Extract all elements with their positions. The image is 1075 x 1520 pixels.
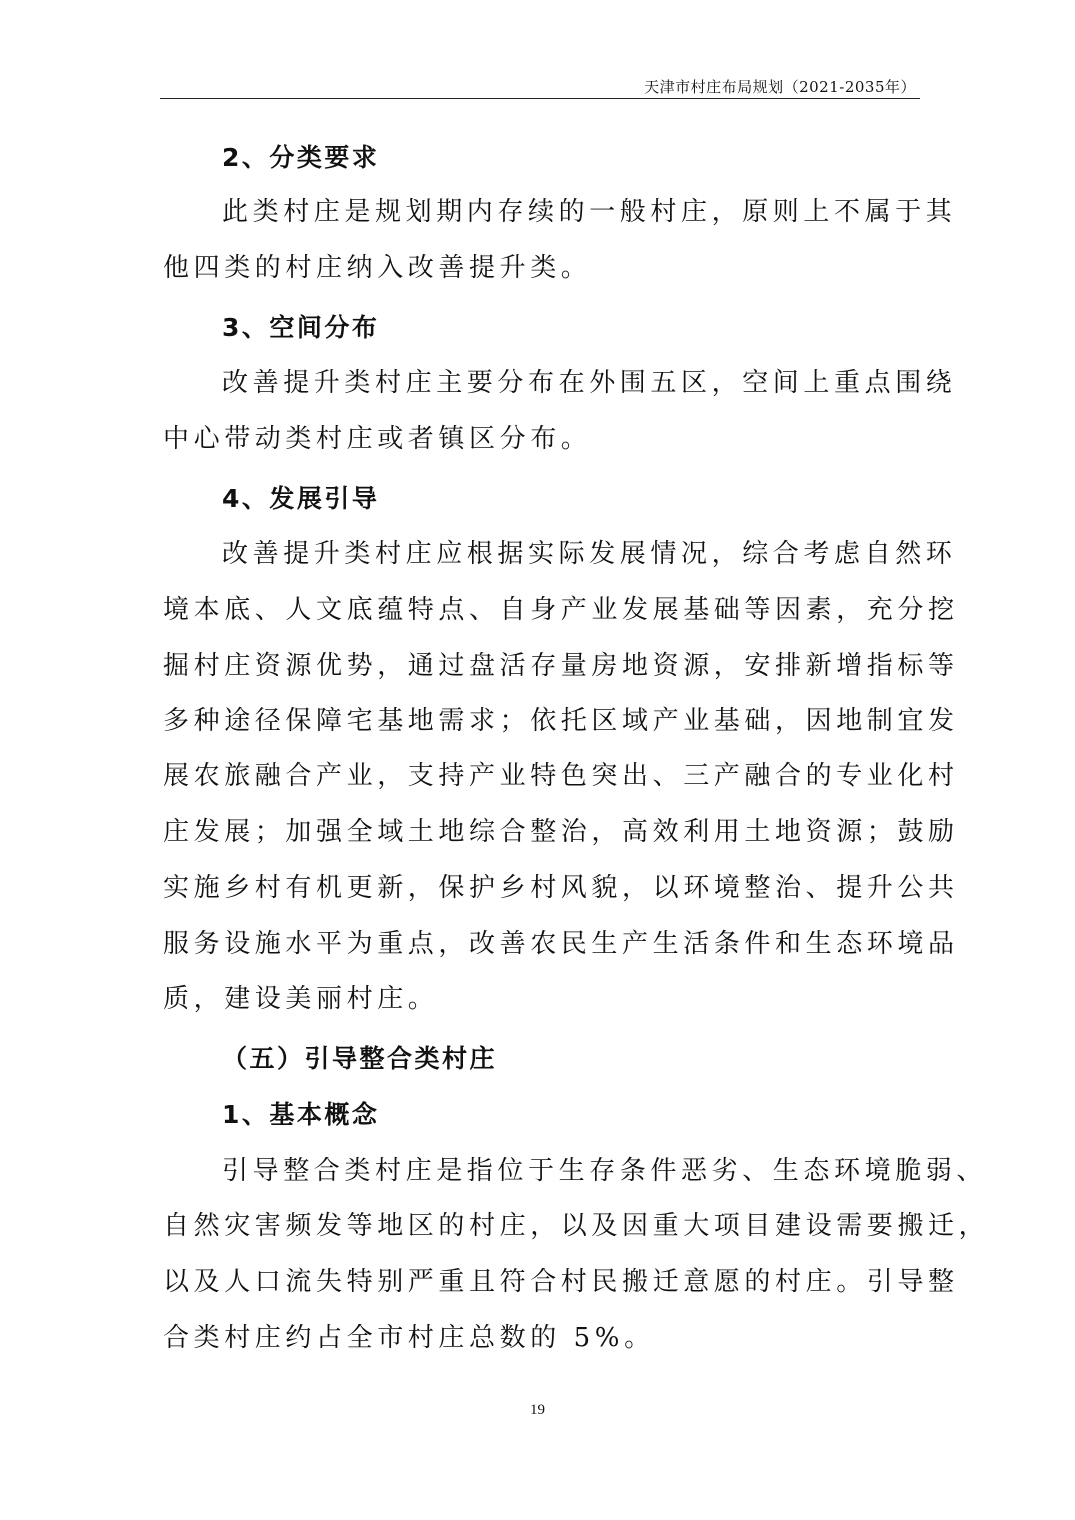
header-title: 天津市村庄布局规划（2021-2035年） [644,78,916,96]
text-line: 掘村庄资源优势，通过盘活存量房地资源，安排新增指标等 [163,651,959,681]
text-line: 2、分类要求 [222,143,380,172]
text-line: 改善提升类村庄主要分布在外围五区，空间上重点围绕 [222,368,957,398]
text-line: 引导整合类村庄是指位于生存条件恶劣、生态环境脆弱、 [222,1156,988,1186]
text-line: 服务设施水平为重点，改善农民生产生活条件和生态环境品 [163,929,959,959]
text-line: 质，建设美丽村庄。 [163,984,439,1014]
text-line: 展农旅融合产业，支持产业特色突出、三产融合的专业化村 [163,761,959,791]
page-number: 19 [530,1402,545,1418]
page-header [160,76,920,99]
text-line: 境本底、人文底蕴特点、自身产业发展基础等因素，充分挖 [163,595,959,625]
text-line: 以及人口流失特别严重且符合村民搬迁意愿的村庄。引导整 [163,1267,959,1297]
text-line: 3、空间分布 [222,313,380,342]
text-line: 多种途径保障宅基地需求；依托区域产业基础，因地制宜发 [163,706,959,736]
text-line: （五）引导整合类村庄 [222,1044,498,1073]
text-line: 合类村庄约占全市村庄总数的 5%。 [163,1323,655,1353]
text-line: 他四类的村庄纳入改善提升类。 [163,253,592,283]
text-line: 实施乡村有机更新，保护乡村风貌，以环境整治、提升公共 [163,873,959,903]
text-line: 自然灾害频发等地区的村庄，以及因重大项目建设需要搬迁， [163,1211,990,1241]
text-line: 改善提升类村庄应根据实际发展情况，综合考虑自然环 [222,539,957,569]
text-line: 4、发展引导 [222,484,380,513]
text-line: 1、基本概念 [222,1100,380,1129]
text-line: 此类村庄是规划期内存续的一般村庄，原则上不属于其 [222,197,957,227]
text-line: 中心带动类村庄或者镇区分布。 [163,424,592,454]
text-line: 庄发展；加强全域土地综合整治，高效利用土地资源；鼓励 [163,817,959,847]
